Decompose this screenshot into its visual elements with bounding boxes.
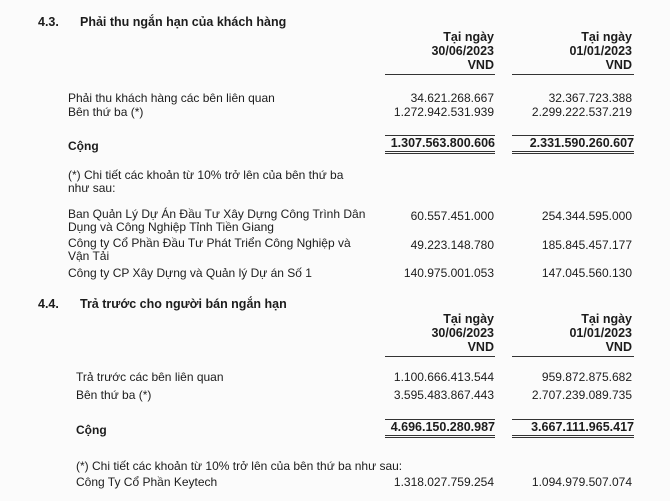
detail-row-label: Công Ty Cổ Phần Keytech (76, 475, 218, 489)
details-note: (*) Chi tiết các khoản từ 10% trở lên của bên thứ ba như sau: (68, 168, 344, 195)
col1-date-label: Tại ngày (443, 30, 494, 44)
detail-row-value-col1: 60.557.451.000 (410, 209, 494, 223)
detail-row-label: Công ty Cổ Phần Đầu Tư Phát Triển Công Nghiệp và Vận Tải (68, 236, 351, 263)
details-note: (*) Chi tiết các khoản từ 10% trở lên của bên thứ ba như sau: (76, 459, 403, 473)
col2-header-underline (512, 74, 634, 75)
col2-date-label: Tại ngày (581, 312, 632, 326)
total-label: Cộng (76, 423, 107, 437)
col2-header-underline (512, 356, 634, 357)
table-row-label: Trả trước các bên liên quan (76, 370, 224, 384)
table-row-label: Phải thu khách hàng các bên liên quan (68, 91, 275, 105)
total-value-col2: 2.331.590.260.607 (512, 135, 634, 154)
detail-row-value-col2: 254.344.595.000 (541, 209, 632, 223)
section-43-col2-header (492, 30, 632, 72)
table-row-label: Bên thứ ba (*) (76, 388, 152, 402)
section-43-title: Phải thu ngắn hạn của khách hàng (80, 15, 287, 29)
col1-unit: VND (467, 58, 494, 72)
col2-unit: VND (605, 340, 632, 354)
section-44-col1-header (354, 312, 494, 354)
section-43-col1-header (354, 30, 494, 72)
col2-date-label: Tại ngày (581, 30, 632, 44)
col1-date-label: Tại ngày (443, 312, 494, 326)
section-44-col2-header (492, 312, 632, 354)
detail-row-value-col1: 140.975.001.053 (403, 266, 494, 280)
table-row-value-col2: 32.367.723.388 (548, 91, 632, 105)
table-row-value-col2: 959.872.875.682 (541, 370, 632, 384)
col1-header-underline (385, 74, 495, 75)
table-row-value-col1: 1.100.666.413.544 (393, 370, 494, 384)
detail-row-label: Ban Quản Lý Dự Án Đầu Tư Xây Dựng Công Trình Dân Dụng và Công Nghiệp Tỉnh Tiền Giang (68, 207, 366, 234)
col1-date: 30/06/2023 (431, 326, 494, 340)
detail-row-value-col1: 49.223.148.780 (410, 238, 494, 252)
total-value-col1: 4.696.150.280.987 (385, 419, 495, 438)
table-row-value-col2: 2.299.222.537.219 (531, 105, 632, 119)
section-43-number: 4.3. (38, 15, 59, 29)
col2-unit: VND (605, 58, 632, 72)
detail-row-label: Công ty CP Xây Dựng và Quản lý Dự án Số 1 (68, 266, 312, 280)
total-label: Cộng (68, 139, 99, 153)
section-44-number: 4.4. (38, 297, 59, 311)
detail-row-value-col2: 147.045.560.130 (541, 266, 632, 280)
col2-date: 01/01/2023 (569, 326, 632, 340)
detail-row-value-col2: 185.845.457.177 (541, 238, 632, 252)
col1-date: 30/06/2023 (431, 44, 494, 58)
table-row-value-col1: 34.621.268.667 (410, 91, 494, 105)
table-row-value-col2: 2.707.239.089.735 (531, 388, 632, 402)
detail-row-value-col1: 1.318.027.759.254 (393, 475, 494, 489)
section-44-title: Trả trước cho người bán ngắn hạn (80, 297, 287, 311)
table-row-value-col1: 1.272.942.531.939 (393, 105, 494, 119)
table-row-label: Bên thứ ba (*) (68, 105, 144, 119)
col2-date: 01/01/2023 (569, 44, 632, 58)
cropped-header-remnant (150, 0, 510, 6)
total-value-col1: 1.307.563.800.606 (385, 135, 495, 154)
col1-header-underline (385, 356, 495, 357)
col1-unit: VND (467, 340, 494, 354)
total-value-col2: 3.667.111.965.417 (512, 419, 634, 438)
detail-row-value-col2: 1.094.979.507.074 (531, 475, 632, 489)
table-row-value-col1: 3.595.483.867.443 (393, 388, 494, 402)
